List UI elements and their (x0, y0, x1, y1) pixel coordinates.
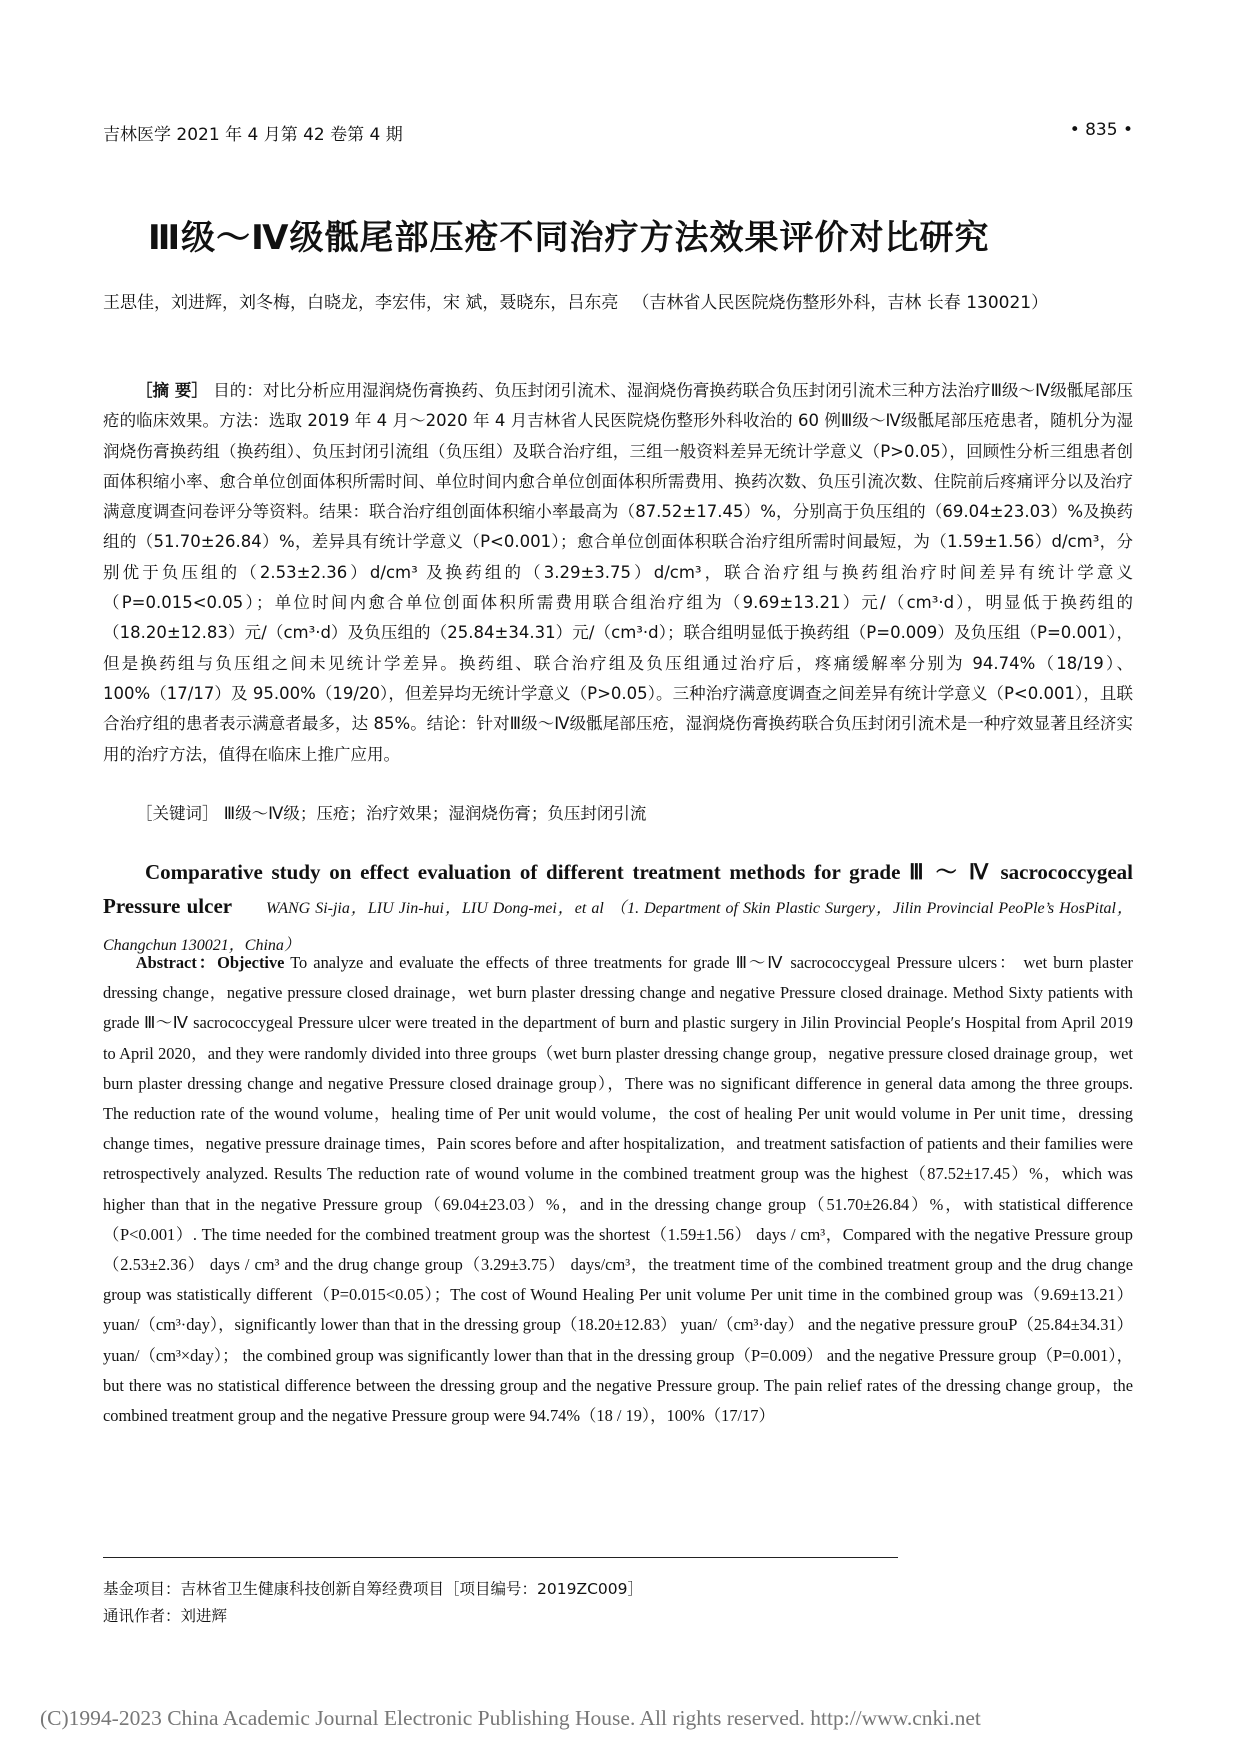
journal-info: 吉林医学 2021 年 4 月第 42 卷第 4 期 (103, 125, 403, 145)
english-title-block (103, 855, 1133, 963)
article-title: Ⅲ级～Ⅳ级骶尾部压疮不同治疗方法效果评价对比研究 (148, 218, 990, 258)
copyright-notice: (C)1994-2023 China Academic Journal Electronic Publishing House. All rights reserved. http://www.cnki.net (40, 1706, 981, 1730)
author-names: 王思佳，刘进辉，刘冬梅，白晓龙，李宏伟，宋 斌，聂晓东，吕东亮 (103, 293, 619, 313)
abstract-chinese (103, 376, 1133, 770)
english-affiliation: （1. Department of Skin Plastic Surgery，Jilin Provincial PeoPle’s HosPital，Changchun 130021，China） (103, 900, 1134, 954)
english-authors: WANG Si-jia，LIU Jin-hui，LIU Dong-mei，et al (266, 900, 604, 917)
footnote-divider (103, 1557, 898, 1558)
abstract-en-text: To analyze and evaluate the effects of three treatments for grade Ⅲ～Ⅳ sacrococcygeal Pressure ulcers： wet burn plaster dressing change，negative pressure closed drainage，wet burn plaster dressing change and negative Pressure closed drainage. Method Sixty patients with grade Ⅲ～Ⅳ sacrococcygeal Pressure ulcer were treated in the department of burn and plastic surgery in Jilin Provincial People′s Hospital from April 2019 to April 2020，and they were randomly divided into three groups（wet burn plaster dressing change group，negative pressure closed drainage group，wet burn plaster dressing change and negative Pressure closed drainage group），There was no significant difference in general data among the three groups. The reduction rate of the wound volume，healing time of Per unit would volume，the cost of healing Per unit would volume in Per unit time，dressing change times，negative pressure drainage times，Pain scores before and after hospitalization，and treatment satisfaction of patients and their families were retrospectively analyzed. Results The reduction rate of wound volume in the combined treatment group was the highest（87.52±17.45）%，which was higher than that in the negative Pressure group（69.04±23.03）%，and in the dressing change group（51.70±26.84）%，with statistical difference（P<0.001）. The time needed for the combined treatment group was the shortest（1.59±1.56） days / cm³，Compared with the negative Pressure group（2.53±2.36） days / cm³ and the drug change group（3.29±3.75） days/cm³，the treatment time of the combined treatment group and the drug change group was statistically different（P=0.015<0.05）；The cost of Wound Healing Per unit volume Per unit time in the combined group was（9.69±13.21） yuan/（cm³·day），significantly lower than that in the dressing group（18.20±12.83） yuan/（cm³·day） and the negative pressure grouP（25.84±34.31）yuan/（cm³×day）； the combined group was significantly lower than that in the dressing group（P=0.009） and the negative Pressure group（P=0.001），but there was no statistical difference between the dressing group and the negative Pressure group. The pain relief rates of the dressing change group，the combined treatment group and the negative Pressure group were 94.74%（18 / 19），100%（17/17） (103, 953, 1133, 1426)
author-block (103, 288, 1133, 318)
english-title: Comparative study on effect evaluation of different treatment methods for grade Ⅲ ～ Ⅳ sacrococcygeal Pressure ulcer (103, 860, 1133, 918)
funding-note: 基金项目：吉林省卫生健康科技创新自筹经费项目［项目编号：2019ZC009］ (103, 1580, 643, 1598)
keywords-chinese (103, 800, 1133, 824)
running-header (103, 120, 1133, 146)
page-number: • 835 • (1069, 120, 1133, 140)
abstract-english (103, 948, 1133, 1431)
abstract-en-label: Abstract：Objective (135, 953, 285, 972)
author-affiliation: （吉林省人民医院烧伤整形外科，吉林 长春 130021） (632, 293, 1049, 313)
corresponding-author-note: 通讯作者：刘进辉 (103, 1607, 228, 1625)
abstract-text: 目的：对比分析应用湿润烧伤膏换药、负压封闭引流术、湿润烧伤膏换药联合负压封闭引流术三种方法治疗Ⅲ级～Ⅳ级骶尾部压疮的临床效果。方法：选取 2019 年 4 月～2020 年 4 月吉林省人民医院烧伤整形外科收治的 60 例Ⅲ级～Ⅳ级骶尾部压疮患者，随机分为湿润烧伤膏换药组（换药组）、负压封闭引流组（负压组）及联合治疗组，三组一般资料差异无统计学意义（P>0.05），回顾性分析三组患者创面体积缩小率、愈合单位创面体积所需时间、单位时间内愈合单位创面体积所需费用、换药次数、负压引流次数、住院前后疼痛评分以及治疗满意度调查问卷评分等资料。结果：联合治疗组创面体积缩小率最高为（87.52±17.45）%，分别高于负压组的（69.04±23.03）%及换药组的（51.70±26.84）%，差异具有统计学意义（P<0.001）；愈合单位创面体积联合治疗组所需时间最短，为（1.59±1.56）d/cm³，分别优于负压组的（2.53±2.36）d/cm³ 及换药组的（3.29±3.75）d/cm³，联合治疗组与换药组治疗时间差异有统计学意义（P=0.015<0.05）；单位时间内愈合单位创面体积所需费用联合组治疗组为（9.69±13.21）元/（cm³·d），明显低于换药组的（18.20±12.83）元/（cm³·d）及负压组的（25.84±34.31）元/（cm³·d）；联合组明显低于换药组（P=0.009）及负压组（P=0.001），但是换药组与负压组之间未见统计学差异。换药组、联合治疗组及负压组通过治疗后，疼痛缓解率分别为 94.74%（18/19）、100%（17/17）及 95.00%（19/20），但差异均无统计学意义（P>0.05）。三种治疗满意度调查之间差异有统计学意义（P<0.001），且联合治疗组的患者表示满意者最多，达 85%。结论：针对Ⅲ级～Ⅳ级骶尾部压疮，湿润烧伤膏换药联合负压封闭引流术是一种疗效显著且经济实用的治疗方法，值得在临床上推广应用。 (103, 381, 1134, 764)
abstract-label: ［摘 要］ (136, 381, 208, 400)
keywords-text: Ⅲ级～Ⅳ级；压疮；治疗效果；湿润烧伤膏；负压封闭引流 (223, 804, 647, 823)
keywords-label: ［关键词］ (136, 804, 219, 823)
